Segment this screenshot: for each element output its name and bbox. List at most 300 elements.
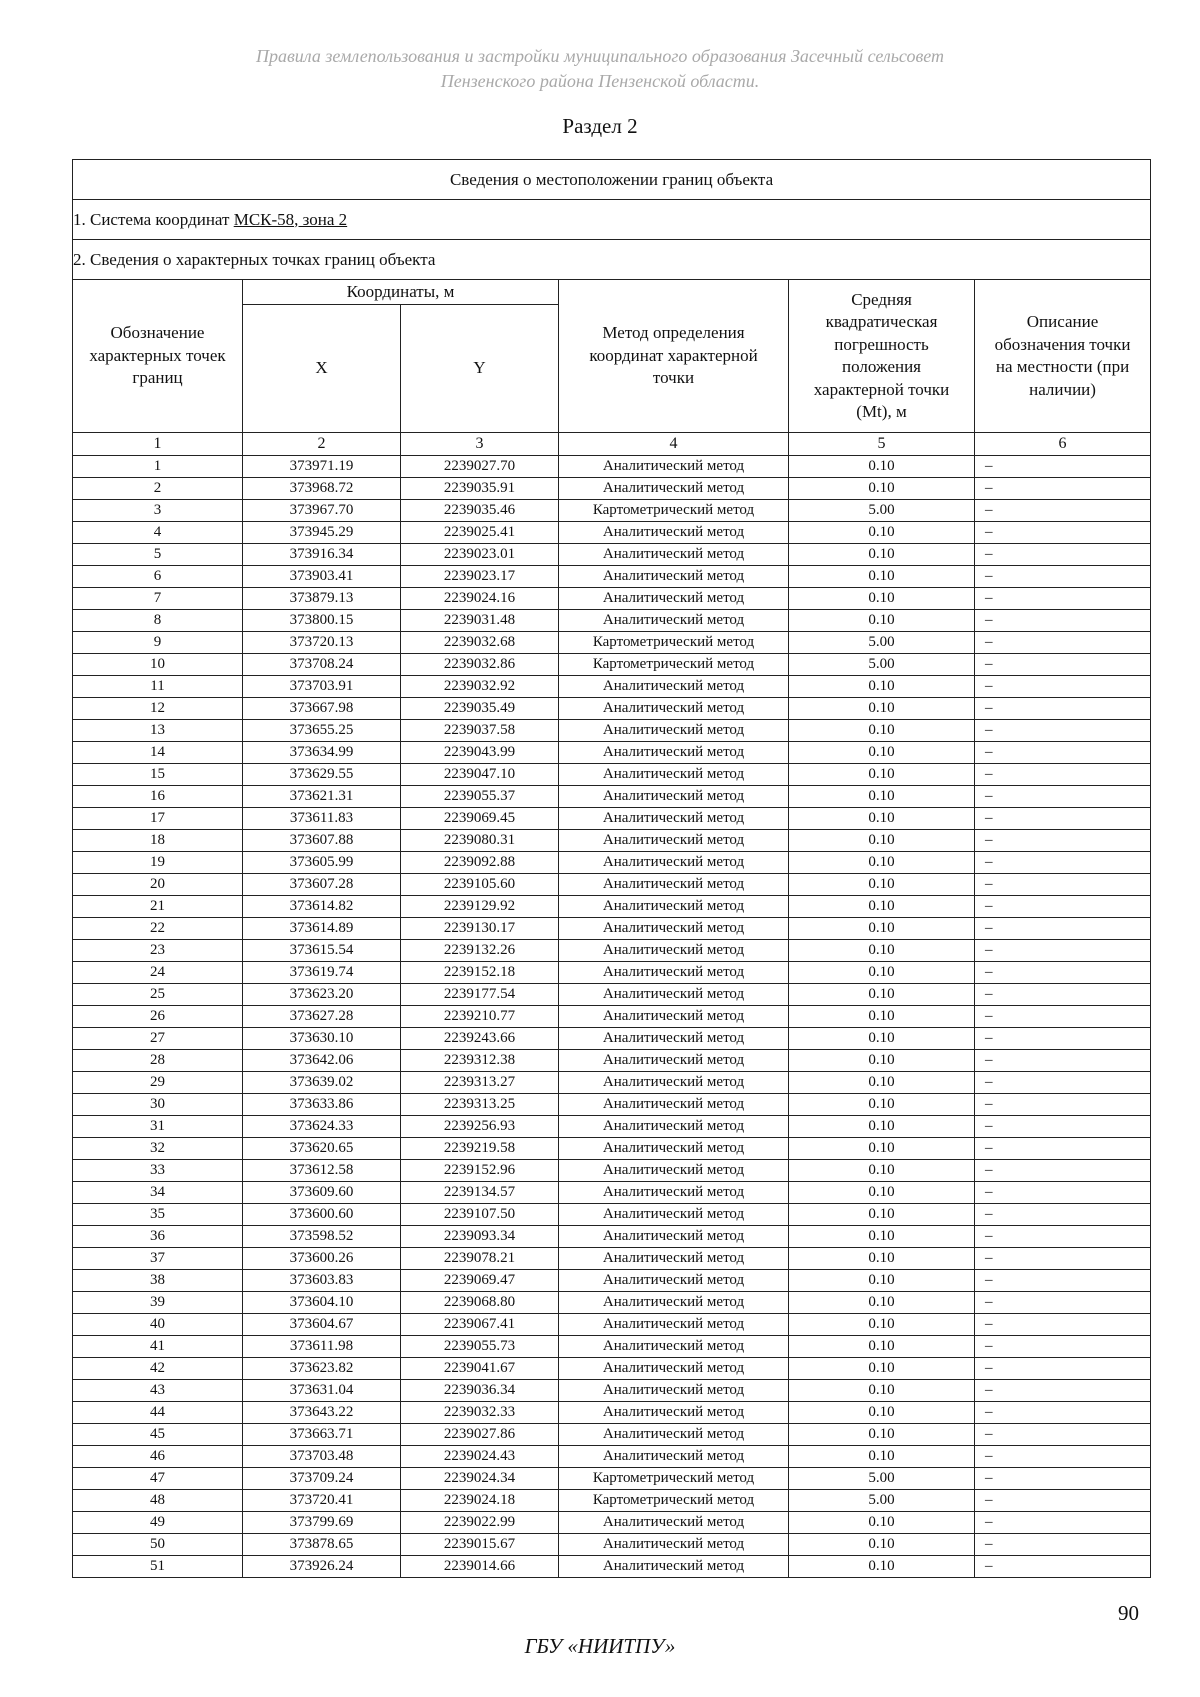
cell-point-id: 43 bbox=[73, 1380, 243, 1402]
table-row bbox=[73, 522, 1151, 544]
cell-point-id: 29 bbox=[73, 1072, 243, 1094]
section-title: Раздел 2 bbox=[562, 114, 638, 138]
cell-error: 0.10 bbox=[789, 1358, 975, 1380]
cell-y: 2239024.16 bbox=[401, 588, 559, 610]
cell-error: 0.10 bbox=[789, 588, 975, 610]
cell-error: 0.10 bbox=[789, 1094, 975, 1116]
cell-point-id: 20 bbox=[73, 874, 243, 896]
cell-error: 0.10 bbox=[789, 1380, 975, 1402]
cell-point-id: 45 bbox=[73, 1424, 243, 1446]
cell-y: 2239067.41 bbox=[401, 1314, 559, 1336]
table-row bbox=[73, 1424, 1151, 1446]
cell-y: 2239023.17 bbox=[401, 566, 559, 588]
cell-error: 0.10 bbox=[789, 874, 975, 896]
cell-y: 2239055.37 bbox=[401, 786, 559, 808]
cell-y: 2239107.50 bbox=[401, 1204, 559, 1226]
cell-point-id: 17 bbox=[73, 808, 243, 830]
cell-y: 2239024.18 bbox=[401, 1490, 559, 1512]
cell-y: 2239129.92 bbox=[401, 896, 559, 918]
cell-y: 2239041.67 bbox=[401, 1358, 559, 1380]
cell-method: Аналитический метод bbox=[559, 918, 789, 940]
cell-description: – bbox=[975, 1556, 1151, 1578]
cell-x: 373604.10 bbox=[243, 1292, 401, 1314]
cell-y: 2239243.66 bbox=[401, 1028, 559, 1050]
cell-y: 2239032.68 bbox=[401, 632, 559, 654]
cell-description: – bbox=[975, 522, 1151, 544]
cell-description: – bbox=[975, 764, 1151, 786]
cell-description: – bbox=[975, 808, 1151, 830]
cell-method: Аналитический метод bbox=[559, 1204, 789, 1226]
cell-error: 0.10 bbox=[789, 610, 975, 632]
table-row bbox=[73, 786, 1151, 808]
cell-point-id: 16 bbox=[73, 786, 243, 808]
cell-point-id: 24 bbox=[73, 962, 243, 984]
header-error bbox=[789, 280, 975, 433]
table-row bbox=[73, 1226, 1151, 1248]
cell-x: 373800.15 bbox=[243, 610, 401, 632]
cell-description: – bbox=[975, 1248, 1151, 1270]
table-row bbox=[73, 698, 1151, 720]
cell-point-id: 22 bbox=[73, 918, 243, 940]
cell-description: – bbox=[975, 830, 1151, 852]
cell-method: Аналитический метод bbox=[559, 1248, 789, 1270]
cell-point-id: 18 bbox=[73, 830, 243, 852]
cell-error: 0.10 bbox=[789, 852, 975, 874]
cell-y: 2239032.86 bbox=[401, 654, 559, 676]
cell-method: Аналитический метод bbox=[559, 456, 789, 478]
table-row bbox=[73, 676, 1151, 698]
cell-method: Аналитический метод bbox=[559, 786, 789, 808]
cell-description: – bbox=[975, 1358, 1151, 1380]
cell-x: 373604.67 bbox=[243, 1314, 401, 1336]
cell-description: – bbox=[975, 1424, 1151, 1446]
cell-method: Аналитический метод bbox=[559, 566, 789, 588]
cell-x: 373971.19 bbox=[243, 456, 401, 478]
cell-method: Аналитический метод bbox=[559, 808, 789, 830]
table-row bbox=[73, 1270, 1151, 1292]
header-line-2: Пензенского района Пензенской области. bbox=[440, 71, 760, 91]
cell-description: – bbox=[975, 1116, 1151, 1138]
cell-description: – bbox=[975, 478, 1151, 500]
table-row bbox=[73, 1336, 1151, 1358]
table-row bbox=[73, 1402, 1151, 1424]
cell-method: Аналитический метод bbox=[559, 1446, 789, 1468]
cell-method: Аналитический метод bbox=[559, 1336, 789, 1358]
cell-description: – bbox=[975, 1226, 1151, 1248]
cell-description: – bbox=[975, 1380, 1151, 1402]
cell-point-id: 13 bbox=[73, 720, 243, 742]
table-row bbox=[73, 720, 1151, 742]
cell-error: 0.10 bbox=[789, 830, 975, 852]
cell-error: 0.10 bbox=[789, 940, 975, 962]
cell-error: 0.10 bbox=[789, 918, 975, 940]
header-description: Описание обозначения точки на местности (при наличии) bbox=[975, 280, 1151, 433]
cell-x: 373614.82 bbox=[243, 896, 401, 918]
document-footer: ГБУ «НИИТПУ» bbox=[524, 1634, 676, 1658]
cell-method: Аналитический метод bbox=[559, 1226, 789, 1248]
cell-y: 2239210.77 bbox=[401, 1006, 559, 1028]
cell-method: Аналитический метод bbox=[559, 1512, 789, 1534]
cell-y: 2239043.99 bbox=[401, 742, 559, 764]
cell-error: 0.10 bbox=[789, 1446, 975, 1468]
table-row bbox=[73, 1512, 1151, 1534]
table-row bbox=[73, 1358, 1151, 1380]
cell-x: 373642.06 bbox=[243, 1050, 401, 1072]
cell-x: 373709.24 bbox=[243, 1468, 401, 1490]
table-row bbox=[73, 610, 1151, 632]
table-row bbox=[73, 896, 1151, 918]
cell-error: 0.10 bbox=[789, 566, 975, 588]
cell-point-id: 2 bbox=[73, 478, 243, 500]
cell-error: 5.00 bbox=[789, 654, 975, 676]
cell-method: Аналитический метод bbox=[559, 1292, 789, 1314]
cell-x: 373667.98 bbox=[243, 698, 401, 720]
cell-y: 2239024.34 bbox=[401, 1468, 559, 1490]
document-header bbox=[0, 44, 1200, 94]
coord-system-cell bbox=[73, 200, 1151, 240]
cell-point-id: 1 bbox=[73, 456, 243, 478]
cell-method: Аналитический метод bbox=[559, 1138, 789, 1160]
cell-point-id: 12 bbox=[73, 698, 243, 720]
points-title-row bbox=[73, 240, 1151, 280]
column-number: 4 bbox=[559, 433, 789, 456]
cell-error: 0.10 bbox=[789, 1138, 975, 1160]
cell-x: 373878.65 bbox=[243, 1534, 401, 1556]
cell-x: 373639.02 bbox=[243, 1072, 401, 1094]
cell-point-id: 32 bbox=[73, 1138, 243, 1160]
cell-method: Аналитический метод bbox=[559, 1160, 789, 1182]
cell-point-id: 21 bbox=[73, 896, 243, 918]
table-title-row bbox=[73, 160, 1151, 200]
cell-point-id: 50 bbox=[73, 1534, 243, 1556]
cell-x: 373633.86 bbox=[243, 1094, 401, 1116]
cell-x: 373607.88 bbox=[243, 830, 401, 852]
cell-description: – bbox=[975, 654, 1151, 676]
cell-x: 373945.29 bbox=[243, 522, 401, 544]
cell-description: – bbox=[975, 1402, 1151, 1424]
cell-method: Аналитический метод bbox=[559, 874, 789, 896]
cell-x: 373903.41 bbox=[243, 566, 401, 588]
cell-description: – bbox=[975, 742, 1151, 764]
table-row bbox=[73, 1248, 1151, 1270]
column-number-row bbox=[73, 433, 1151, 456]
cell-error: 0.10 bbox=[789, 1314, 975, 1336]
cell-x: 373663.71 bbox=[243, 1424, 401, 1446]
cell-method: Аналитический метод bbox=[559, 610, 789, 632]
header-row-1 bbox=[73, 280, 1151, 305]
cell-y: 2239080.31 bbox=[401, 830, 559, 852]
cell-error: 0.10 bbox=[789, 544, 975, 566]
cell-point-id: 51 bbox=[73, 1556, 243, 1578]
cell-y: 2239256.93 bbox=[401, 1116, 559, 1138]
cell-y: 2239031.48 bbox=[401, 610, 559, 632]
cell-y: 2239069.45 bbox=[401, 808, 559, 830]
cell-x: 373615.54 bbox=[243, 940, 401, 962]
cell-point-id: 40 bbox=[73, 1314, 243, 1336]
cell-error: 0.10 bbox=[789, 984, 975, 1006]
table-row bbox=[73, 588, 1151, 610]
cell-error: 0.10 bbox=[789, 456, 975, 478]
table-row bbox=[73, 1160, 1151, 1182]
cell-description: – bbox=[975, 984, 1151, 1006]
cell-point-id: 15 bbox=[73, 764, 243, 786]
cell-x: 373614.89 bbox=[243, 918, 401, 940]
cell-method: Аналитический метод bbox=[559, 676, 789, 698]
cell-method: Аналитический метод bbox=[559, 1534, 789, 1556]
cell-method: Аналитический метод bbox=[559, 720, 789, 742]
cell-method: Аналитический метод bbox=[559, 1358, 789, 1380]
cell-point-id: 8 bbox=[73, 610, 243, 632]
header-y: Y bbox=[401, 305, 559, 433]
cell-method: Аналитический метод bbox=[559, 1094, 789, 1116]
table-row bbox=[73, 852, 1151, 874]
cell-description: – bbox=[975, 632, 1151, 654]
cell-y: 2239036.34 bbox=[401, 1380, 559, 1402]
cell-y: 2239313.25 bbox=[401, 1094, 559, 1116]
cell-point-id: 11 bbox=[73, 676, 243, 698]
table-row bbox=[73, 1028, 1151, 1050]
cell-point-id: 4 bbox=[73, 522, 243, 544]
column-number: 1 bbox=[73, 433, 243, 456]
cell-description: – bbox=[975, 1534, 1151, 1556]
cell-error: 0.10 bbox=[789, 1006, 975, 1028]
table-row bbox=[73, 654, 1151, 676]
cell-error: 0.10 bbox=[789, 808, 975, 830]
cell-method: Аналитический метод bbox=[559, 742, 789, 764]
cell-description: – bbox=[975, 500, 1151, 522]
cell-error: 0.10 bbox=[789, 1116, 975, 1138]
cell-point-id: 46 bbox=[73, 1446, 243, 1468]
cell-error: 0.10 bbox=[789, 1204, 975, 1226]
cell-error: 0.10 bbox=[789, 786, 975, 808]
table-row bbox=[73, 1556, 1151, 1578]
cell-method: Аналитический метод bbox=[559, 544, 789, 566]
cell-description: – bbox=[975, 720, 1151, 742]
cell-x: 373879.13 bbox=[243, 588, 401, 610]
cell-point-id: 34 bbox=[73, 1182, 243, 1204]
cell-point-id: 28 bbox=[73, 1050, 243, 1072]
cell-method: Аналитический метод bbox=[559, 1072, 789, 1094]
cell-x: 373612.58 bbox=[243, 1160, 401, 1182]
cell-x: 373916.34 bbox=[243, 544, 401, 566]
table-row bbox=[73, 566, 1151, 588]
table-row bbox=[73, 1138, 1151, 1160]
cell-error: 0.10 bbox=[789, 1226, 975, 1248]
cell-description: – bbox=[975, 1072, 1151, 1094]
cell-description: – bbox=[975, 896, 1151, 918]
cell-method: Аналитический метод bbox=[559, 1116, 789, 1138]
cell-x: 373720.13 bbox=[243, 632, 401, 654]
cell-method: Аналитический метод bbox=[559, 1314, 789, 1336]
header-method: Метод определения координат характерной точки bbox=[559, 280, 789, 433]
cell-description: – bbox=[975, 1138, 1151, 1160]
cell-description: – bbox=[975, 588, 1151, 610]
cell-error: 0.10 bbox=[789, 1160, 975, 1182]
cell-point-id: 36 bbox=[73, 1226, 243, 1248]
table-row bbox=[73, 632, 1151, 654]
cell-point-id: 23 bbox=[73, 940, 243, 962]
cell-description: – bbox=[975, 1336, 1151, 1358]
cell-point-id: 30 bbox=[73, 1094, 243, 1116]
cell-point-id: 27 bbox=[73, 1028, 243, 1050]
cell-method: Аналитический метод bbox=[559, 1270, 789, 1292]
cell-point-id: 6 bbox=[73, 566, 243, 588]
cell-x: 373605.99 bbox=[243, 852, 401, 874]
cell-error: 5.00 bbox=[789, 1468, 975, 1490]
cell-x: 373600.26 bbox=[243, 1248, 401, 1270]
cell-x: 373799.69 bbox=[243, 1512, 401, 1534]
cell-x: 373968.72 bbox=[243, 478, 401, 500]
cell-y: 2239134.57 bbox=[401, 1182, 559, 1204]
coord-system-label: 1. Система координат bbox=[73, 209, 234, 229]
table-row bbox=[73, 1314, 1151, 1336]
table-row bbox=[73, 1490, 1151, 1512]
cell-error: 0.10 bbox=[789, 1028, 975, 1050]
cell-point-id: 31 bbox=[73, 1116, 243, 1138]
table-row bbox=[73, 764, 1151, 786]
cell-description: – bbox=[975, 1006, 1151, 1028]
cell-error: 0.10 bbox=[789, 1512, 975, 1534]
cell-description: – bbox=[975, 1468, 1151, 1490]
cell-x: 373609.60 bbox=[243, 1182, 401, 1204]
cell-y: 2239047.10 bbox=[401, 764, 559, 786]
cell-method: Аналитический метод bbox=[559, 478, 789, 500]
cell-method: Аналитический метод bbox=[559, 1380, 789, 1402]
cell-error: 0.10 bbox=[789, 764, 975, 786]
cell-description: – bbox=[975, 676, 1151, 698]
cell-x: 373926.24 bbox=[243, 1556, 401, 1578]
cell-point-id: 49 bbox=[73, 1512, 243, 1534]
cell-method: Аналитический метод bbox=[559, 1050, 789, 1072]
header-line-1: Правила землепользования и застройки муниципального образования Засечный сельсовет bbox=[255, 46, 945, 66]
cell-error: 5.00 bbox=[789, 500, 975, 522]
cell-error: 0.10 bbox=[789, 1270, 975, 1292]
cell-error: 0.10 bbox=[789, 1556, 975, 1578]
cell-error: 0.10 bbox=[789, 1402, 975, 1424]
cell-point-id: 3 bbox=[73, 500, 243, 522]
cell-description: – bbox=[975, 1490, 1151, 1512]
coord-system-row bbox=[73, 200, 1151, 240]
header-point-id: Обозначение характерных точек границ bbox=[73, 280, 243, 433]
cell-description: – bbox=[975, 1314, 1151, 1336]
header-x: X bbox=[243, 305, 401, 433]
cell-error: 0.10 bbox=[789, 720, 975, 742]
cell-y: 2239037.58 bbox=[401, 720, 559, 742]
cell-x: 373720.41 bbox=[243, 1490, 401, 1512]
cell-y: 2239105.60 bbox=[401, 874, 559, 896]
cell-x: 373623.20 bbox=[243, 984, 401, 1006]
cell-x: 373598.52 bbox=[243, 1226, 401, 1248]
cell-y: 2239093.34 bbox=[401, 1226, 559, 1248]
cell-error: 0.10 bbox=[789, 1534, 975, 1556]
table-row bbox=[73, 1072, 1151, 1094]
cell-y: 2239130.17 bbox=[401, 918, 559, 940]
cell-x: 373611.83 bbox=[243, 808, 401, 830]
table-row bbox=[73, 984, 1151, 1006]
cell-x: 373703.91 bbox=[243, 676, 401, 698]
cell-method: Аналитический метод bbox=[559, 698, 789, 720]
cell-description: – bbox=[975, 1094, 1151, 1116]
table-row bbox=[73, 456, 1151, 478]
cell-error: 0.10 bbox=[789, 1424, 975, 1446]
cell-error: 0.10 bbox=[789, 522, 975, 544]
cell-y: 2239219.58 bbox=[401, 1138, 559, 1160]
cell-x: 373630.10 bbox=[243, 1028, 401, 1050]
cell-x: 373703.48 bbox=[243, 1446, 401, 1468]
cell-point-id: 26 bbox=[73, 1006, 243, 1028]
cell-x: 373600.60 bbox=[243, 1204, 401, 1226]
cell-x: 373619.74 bbox=[243, 962, 401, 984]
cell-method: Аналитический метод bbox=[559, 1402, 789, 1424]
points-title: 2. Сведения о характерных точках границ объекта bbox=[73, 240, 1151, 280]
cell-point-id: 5 bbox=[73, 544, 243, 566]
cell-x: 373967.70 bbox=[243, 500, 401, 522]
table-row bbox=[73, 1050, 1151, 1072]
cell-error: 5.00 bbox=[789, 1490, 975, 1512]
cell-y: 2239132.26 bbox=[401, 940, 559, 962]
cell-method: Картометрический метод bbox=[559, 632, 789, 654]
cell-y: 2239035.49 bbox=[401, 698, 559, 720]
cell-method: Аналитический метод bbox=[559, 588, 789, 610]
table-row bbox=[73, 940, 1151, 962]
cell-method: Аналитический метод bbox=[559, 852, 789, 874]
cell-description: – bbox=[975, 1446, 1151, 1468]
cell-point-id: 47 bbox=[73, 1468, 243, 1490]
cell-point-id: 44 bbox=[73, 1402, 243, 1424]
column-number: 2 bbox=[243, 433, 401, 456]
cell-description: – bbox=[975, 786, 1151, 808]
cell-point-id: 19 bbox=[73, 852, 243, 874]
cell-method: Картометрический метод bbox=[559, 654, 789, 676]
table-row bbox=[73, 1182, 1151, 1204]
cell-x: 373634.99 bbox=[243, 742, 401, 764]
cell-description: – bbox=[975, 852, 1151, 874]
coord-system-link[interactable]: МСК-58, зона 2 bbox=[233, 209, 348, 229]
cell-point-id: 7 bbox=[73, 588, 243, 610]
cell-point-id: 14 bbox=[73, 742, 243, 764]
table-row bbox=[73, 500, 1151, 522]
cell-description: – bbox=[975, 610, 1151, 632]
cell-error: 5.00 bbox=[789, 632, 975, 654]
cell-method: Аналитический метод bbox=[559, 1556, 789, 1578]
cell-y: 2239035.46 bbox=[401, 500, 559, 522]
column-number: 3 bbox=[401, 433, 559, 456]
cell-description: – bbox=[975, 456, 1151, 478]
cell-x: 373620.65 bbox=[243, 1138, 401, 1160]
cell-description: – bbox=[975, 566, 1151, 588]
table-row bbox=[73, 1204, 1151, 1226]
cell-error: 0.10 bbox=[789, 676, 975, 698]
cell-y: 2239069.47 bbox=[401, 1270, 559, 1292]
table-row bbox=[73, 830, 1151, 852]
cell-method: Аналитический метод bbox=[559, 1424, 789, 1446]
table-row bbox=[73, 1116, 1151, 1138]
table-row bbox=[73, 874, 1151, 896]
cell-x: 373629.55 bbox=[243, 764, 401, 786]
cell-y: 2239068.80 bbox=[401, 1292, 559, 1314]
header-coordinates: Координаты, м bbox=[243, 280, 559, 305]
cell-x: 373603.83 bbox=[243, 1270, 401, 1292]
cell-error: 0.10 bbox=[789, 478, 975, 500]
page-number: 90 bbox=[1118, 1601, 1139, 1625]
table-row bbox=[73, 1380, 1151, 1402]
cell-y: 2239092.88 bbox=[401, 852, 559, 874]
cell-method: Аналитический метод bbox=[559, 764, 789, 786]
cell-description: – bbox=[975, 698, 1151, 720]
cell-description: – bbox=[975, 1204, 1151, 1226]
cell-point-id: 41 bbox=[73, 1336, 243, 1358]
cell-point-id: 33 bbox=[73, 1160, 243, 1182]
